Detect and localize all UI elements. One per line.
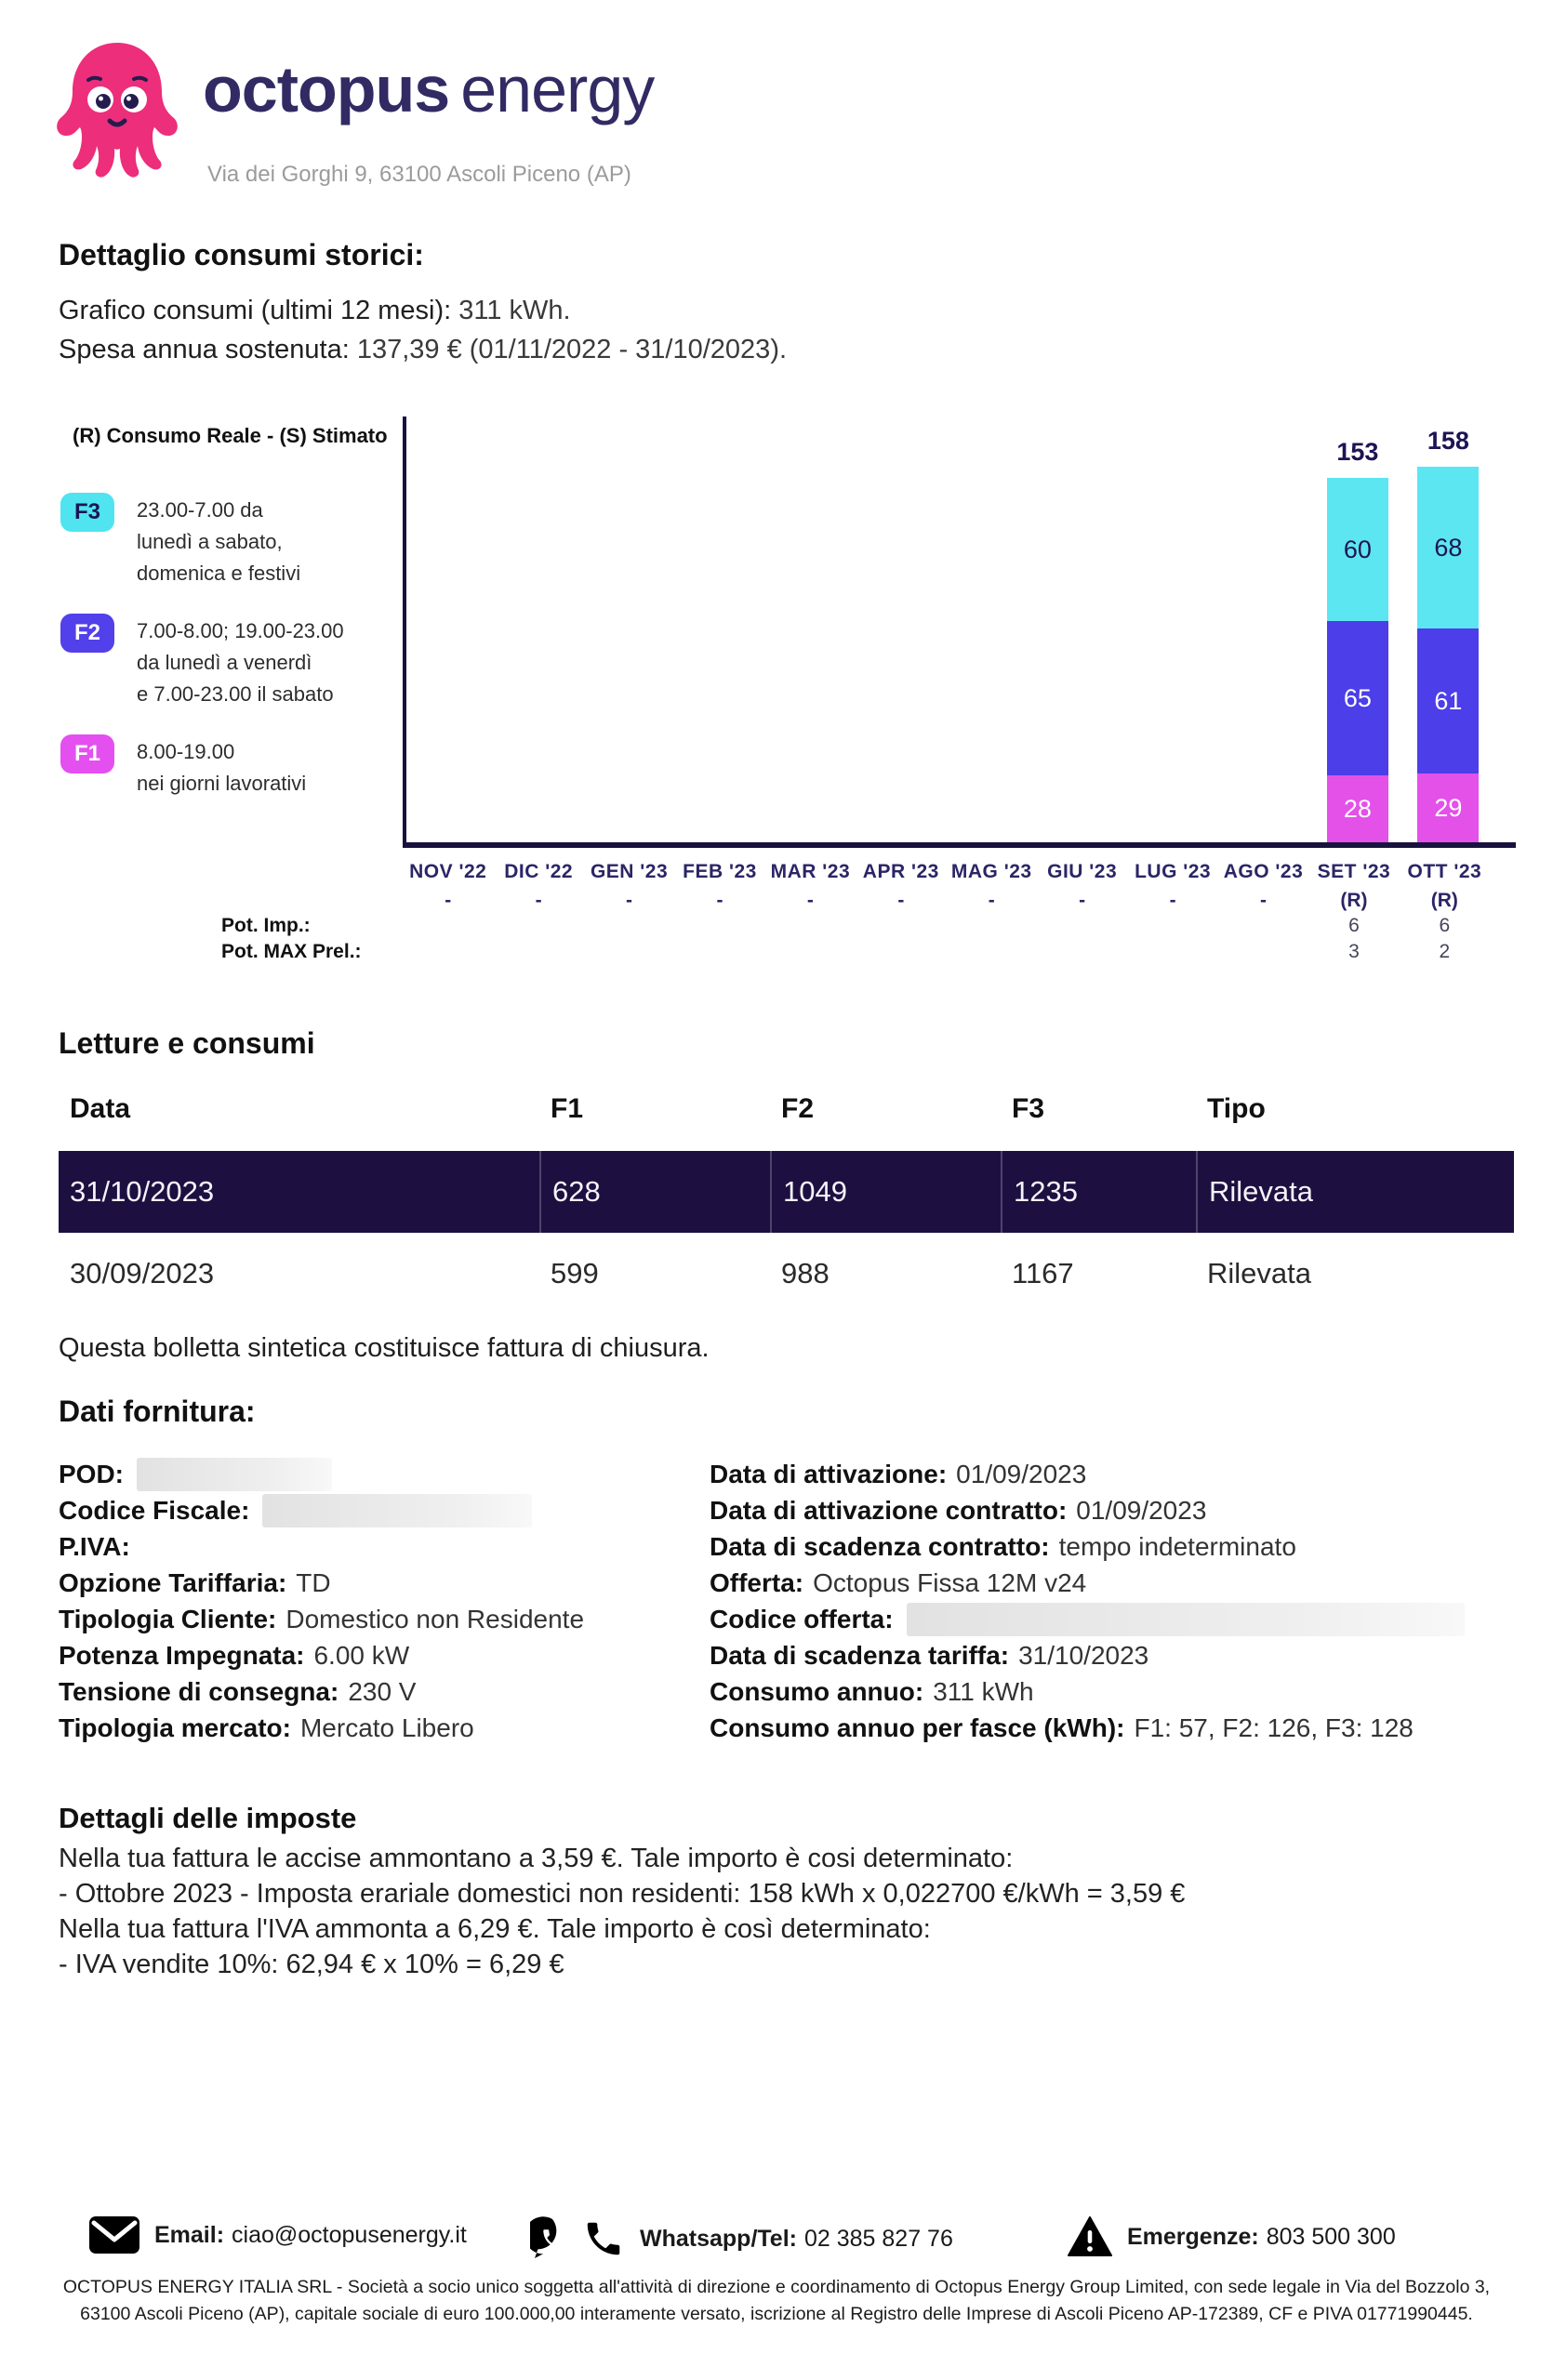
pot-value-cell bbox=[947, 941, 1037, 963]
supply-field-label: Consumo annuo: bbox=[710, 1676, 924, 1706]
bar-segment-F1: 29 bbox=[1417, 774, 1479, 842]
month-label: MAR '23 bbox=[770, 861, 851, 882]
tax-detail-line: - IVA vendite 10%: 62,94 € x 10% = 6,29 € bbox=[59, 1950, 564, 1979]
legend-item-F2 bbox=[60, 614, 344, 710]
redacted-value bbox=[907, 1603, 1465, 1636]
month-sublabel: (R) bbox=[1340, 890, 1368, 911]
supply-field-label: Potenza Impegnata: bbox=[59, 1640, 305, 1670]
pot-max-prel-row-label: Pot. MAX Prel.: bbox=[221, 941, 362, 962]
month-cell bbox=[493, 861, 583, 912]
pot-imp-row-label: Pot. Imp.: bbox=[221, 915, 311, 936]
month-sublabel: - bbox=[897, 890, 905, 911]
legend-description-line: 8.00-19.00 bbox=[137, 740, 235, 763]
legend-badge-F3: F3 bbox=[60, 493, 114, 532]
chart-column bbox=[1403, 427, 1493, 842]
legal-line-1: OCTOPUS ENERGY ITALIA SRL - Società a socio unico soggetta all'attività di direzione e coordinamento di Octopus Energy Group Limited, con sede legale in Via del Bozzolo 3, bbox=[62, 2277, 1491, 2297]
bar-segment-F3: 60 bbox=[1327, 478, 1388, 621]
company-address: Via dei Gorghi 9, 63100 Ascoli Piceno (AP) bbox=[207, 162, 631, 187]
pot-value-cell bbox=[1218, 941, 1308, 963]
month-cell bbox=[1218, 861, 1308, 912]
month-label: OTT '23 bbox=[1407, 861, 1482, 882]
table-cell: 988 bbox=[781, 1257, 830, 1289]
history-consumption-line bbox=[59, 296, 571, 326]
chart-legend bbox=[60, 493, 395, 800]
closure-note: Questa bolletta sintetica costituisce fattura di chiusura. bbox=[59, 1333, 710, 1363]
supply-field-label: Data di attivazione contratto: bbox=[710, 1495, 1068, 1525]
supply-field-value: 01/09/2023 bbox=[1076, 1495, 1207, 1525]
month-label: APR '23 bbox=[862, 861, 939, 882]
pot-value-cell bbox=[674, 941, 764, 963]
pot-value-cell bbox=[403, 915, 493, 937]
supply-field-label: Tipologia Cliente: bbox=[59, 1604, 277, 1633]
chart-column bbox=[1312, 438, 1402, 842]
pot-value-cell bbox=[674, 915, 764, 937]
bar-stack bbox=[1417, 467, 1479, 842]
legend-description-F2 bbox=[137, 615, 344, 710]
history-section-title: Dettaglio consumi storici: bbox=[59, 238, 424, 271]
month-label: GEN '23 bbox=[590, 861, 669, 882]
supply-field bbox=[59, 1492, 700, 1528]
footer-email-group bbox=[89, 2216, 467, 2254]
month-sublabel: - bbox=[716, 890, 723, 911]
supply-field bbox=[710, 1492, 1546, 1528]
pot-value-cell bbox=[584, 941, 674, 963]
supply-field bbox=[710, 1565, 1546, 1601]
supply-field bbox=[710, 1601, 1546, 1637]
month-cell bbox=[584, 861, 674, 912]
phone-icon bbox=[582, 2217, 625, 2260]
supply-field-label: Consumo annuo per fasce (kWh): bbox=[710, 1712, 1125, 1742]
readings-column-header: F3 bbox=[1012, 1093, 1045, 1124]
chart-x-axis-labels bbox=[403, 861, 1490, 912]
readings-section-title: Letture e consumi bbox=[59, 1026, 315, 1060]
supply-field bbox=[59, 1710, 700, 1746]
month-cell bbox=[856, 861, 946, 912]
supply-left-column bbox=[59, 1456, 700, 1746]
supply-field bbox=[59, 1673, 700, 1710]
supply-field-label: Data di scadenza tariffa: bbox=[710, 1640, 1010, 1670]
supply-field bbox=[710, 1637, 1546, 1673]
pot-value-cell bbox=[1127, 941, 1217, 963]
pot-value-cell bbox=[765, 915, 856, 937]
bar-total-label: 153 bbox=[1336, 438, 1379, 466]
history-consumption-value: 311 kWh. bbox=[458, 296, 571, 325]
legal-text bbox=[46, 2274, 1507, 2328]
supply-field bbox=[59, 1565, 700, 1601]
supply-field-label: Tensione di consegna: bbox=[59, 1676, 339, 1706]
month-sublabel: - bbox=[1169, 890, 1176, 911]
footer-whatsapp-group bbox=[530, 2216, 953, 2261]
month-label: GIU '23 bbox=[1047, 861, 1118, 882]
supply-field bbox=[59, 1637, 700, 1673]
legend-item-F1 bbox=[60, 734, 306, 800]
month-sublabel: - bbox=[445, 890, 452, 911]
supply-field bbox=[710, 1456, 1546, 1492]
supply-field-value: TD bbox=[296, 1567, 331, 1597]
supply-field bbox=[710, 1528, 1546, 1565]
pot-value-cell bbox=[403, 941, 493, 963]
month-cell bbox=[1127, 861, 1217, 912]
legend-description-line: 23.00-7.00 da bbox=[137, 498, 263, 522]
supply-field-value: 01/09/2023 bbox=[956, 1459, 1087, 1488]
legend-badge-F1: F1 bbox=[60, 734, 114, 774]
table-cell: 1049 bbox=[770, 1151, 1001, 1233]
pot-value-cell bbox=[1127, 915, 1217, 937]
legal-line-2: 63100 Ascoli Piceno (AP), capitale sociale di euro 100.000,00 interamente versato, iscrizione al Registro delle Imprese di Ascoli Piceno AP-172389, CF e PIVA 01771990445. bbox=[80, 2304, 1473, 2324]
brand-wordmark bbox=[203, 52, 654, 126]
readings-column-header: F1 bbox=[551, 1093, 584, 1124]
pot-value-cell: 2 bbox=[1439, 941, 1451, 962]
warning-triangle-icon bbox=[1068, 2216, 1112, 2257]
legend-description-line: nei giorni lavorativi bbox=[137, 772, 307, 795]
tax-detail-line: Nella tua fattura l'IVA ammonta a 6,29 €. Tale importo è così determinato: bbox=[59, 1914, 931, 1944]
legend-description-line: 7.00-8.00; 19.00-23.00 bbox=[137, 619, 344, 642]
history-consumption-label: Grafico consumi (ultimi 12 mesi): bbox=[59, 296, 452, 325]
table-cell: 599 bbox=[551, 1257, 599, 1289]
supply-field-label: Data di attivazione: bbox=[710, 1459, 948, 1488]
bar-segment-F3: 68 bbox=[1417, 467, 1479, 628]
octopus-logo-icon bbox=[43, 32, 192, 180]
month-label: DIC '22 bbox=[504, 861, 574, 882]
month-sublabel: - bbox=[626, 890, 633, 911]
month-label: NOV '22 bbox=[409, 861, 487, 882]
emergency-label: Emergenze: bbox=[1127, 2223, 1259, 2250]
table-cell: Rilevata bbox=[1196, 1151, 1514, 1233]
supply-field-label: Data di scadenza contratto: bbox=[710, 1531, 1050, 1561]
supply-field-value: 311 kWh bbox=[933, 1676, 1034, 1706]
tax-detail-line: - Ottobre 2023 - Imposta erariale domestici non residenti: 158 kWh x 0,022700 €/kWh = 3,59 € bbox=[59, 1879, 1186, 1909]
pot-value-cell bbox=[1037, 915, 1127, 937]
tax-detail-line: Nella tua fattura le accise ammontano a 3,59 €. Tale importo è cosi determinato: bbox=[59, 1844, 1014, 1873]
supply-field-label: P.IVA: bbox=[59, 1531, 130, 1561]
month-label: FEB '23 bbox=[683, 861, 757, 882]
supply-field-value: Octopus Fissa 12M v24 bbox=[813, 1567, 1087, 1597]
legend-description-line: da lunedì a venerdì bbox=[137, 651, 312, 674]
email-value: ciao@octopusenergy.it bbox=[232, 2221, 467, 2248]
pot-value-cell bbox=[856, 915, 946, 937]
whatsapp-label: Whatsapp/Tel: bbox=[640, 2225, 797, 2252]
bar-segment-F2: 61 bbox=[1417, 628, 1479, 774]
pot-imp-values bbox=[403, 915, 1490, 937]
table-cell: 1167 bbox=[1012, 1257, 1074, 1289]
bar-stack bbox=[1327, 478, 1388, 842]
supply-field bbox=[710, 1673, 1546, 1710]
month-sublabel: - bbox=[806, 890, 814, 911]
table-row bbox=[59, 1233, 1514, 1315]
readings-table bbox=[59, 1151, 1514, 1315]
supply-field-label: Tipologia mercato: bbox=[59, 1712, 291, 1742]
month-cell bbox=[1400, 861, 1490, 912]
pot-value-cell bbox=[493, 915, 583, 937]
month-cell bbox=[674, 861, 764, 912]
chart-legend-title: (R) Consumo Reale - (S) Stimato bbox=[73, 424, 388, 447]
month-cell bbox=[1037, 861, 1127, 912]
chart-bars bbox=[406, 416, 1493, 842]
month-cell bbox=[947, 861, 1037, 912]
supply-field-value: 6.00 kW bbox=[313, 1640, 410, 1670]
history-spend-line bbox=[59, 335, 787, 365]
month-sublabel: - bbox=[1260, 890, 1267, 911]
table-cell: Rilevata bbox=[1207, 1257, 1311, 1289]
pot-value-cell bbox=[856, 941, 946, 963]
supply-field-value: 31/10/2023 bbox=[1018, 1640, 1149, 1670]
readings-column-header: F2 bbox=[781, 1093, 815, 1124]
supply-field-value: Domestico non Residente bbox=[285, 1604, 585, 1633]
supply-field-value: Mercato Libero bbox=[299, 1712, 474, 1742]
bar-total-label: 158 bbox=[1427, 427, 1469, 455]
pot-value-cell: 6 bbox=[1439, 915, 1451, 936]
supply-field bbox=[59, 1601, 700, 1637]
footer-emergency-group bbox=[1068, 2216, 1396, 2257]
supply-field bbox=[59, 1528, 700, 1565]
emergency-value: 803 500 300 bbox=[1266, 2223, 1396, 2250]
history-spend-value: 137,39 € (01/11/2022 - 31/10/2023). bbox=[356, 335, 788, 364]
month-label: AGO '23 bbox=[1223, 861, 1304, 882]
pot-value-cell bbox=[493, 941, 583, 963]
month-label: MAG '23 bbox=[950, 861, 1032, 882]
legend-badge-F2: F2 bbox=[60, 614, 114, 653]
month-sublabel: - bbox=[1079, 890, 1086, 911]
pot-value-cell bbox=[1218, 915, 1308, 937]
pot-value-cell: 6 bbox=[1348, 915, 1360, 936]
legend-description-F3 bbox=[137, 495, 300, 589]
redacted-value bbox=[262, 1494, 532, 1527]
pot-value-cell bbox=[765, 941, 856, 963]
consumption-chart-plot bbox=[403, 416, 1516, 848]
legend-description-line: e 7.00-23.00 il sabato bbox=[137, 682, 334, 706]
pot-value-cell: 3 bbox=[1348, 941, 1360, 962]
month-label: LUG '23 bbox=[1135, 861, 1212, 882]
brand-octopus: octopus bbox=[203, 53, 450, 126]
legend-description-line: lunedì a sabato, bbox=[137, 530, 283, 553]
legend-description-F1 bbox=[137, 736, 306, 800]
history-spend-label: Spesa annua sostenuta: bbox=[59, 335, 350, 364]
supply-field-label: Offerta: bbox=[710, 1567, 804, 1597]
supply-field-value: 230 V bbox=[348, 1676, 417, 1706]
month-sublabel: (R) bbox=[1430, 890, 1458, 911]
readings-column-header: Data bbox=[70, 1093, 131, 1124]
whatsapp-icon bbox=[530, 2216, 575, 2261]
table-cell: 30/09/2023 bbox=[70, 1257, 215, 1289]
bar-segment-F2: 65 bbox=[1327, 621, 1388, 775]
pot-value-cell bbox=[947, 915, 1037, 937]
legend-description-line: domenica e festivi bbox=[137, 562, 301, 585]
pot-max-prel-values bbox=[403, 941, 1490, 963]
email-icon bbox=[89, 2216, 139, 2254]
legend-item-F3 bbox=[60, 493, 300, 589]
taxes-section-title: Dettagli delle imposte bbox=[59, 1802, 357, 1834]
readings-column-header: Tipo bbox=[1207, 1093, 1266, 1124]
table-cell: 31/10/2023 bbox=[70, 1175, 215, 1208]
readings-table-header bbox=[59, 1093, 1514, 1125]
supply-field-label: Codice Fiscale: bbox=[59, 1495, 250, 1525]
supply-field-label: Codice offerta: bbox=[710, 1604, 894, 1633]
supply-field-label: Opzione Tariffaria: bbox=[59, 1567, 287, 1597]
whatsapp-value: 02 385 827 76 bbox=[803, 2225, 953, 2252]
table-row bbox=[59, 1151, 1514, 1233]
email-label: Email: bbox=[154, 2221, 225, 2248]
supply-field-label: POD: bbox=[59, 1459, 124, 1488]
month-cell bbox=[403, 861, 493, 912]
brand-energy: energy bbox=[460, 53, 655, 126]
table-cell: 628 bbox=[539, 1151, 770, 1233]
table-cell: 1235 bbox=[1001, 1151, 1196, 1233]
supply-field-value: tempo indeterminato bbox=[1058, 1531, 1296, 1561]
taxes-detail-lines bbox=[59, 1841, 1185, 1982]
supply-field bbox=[710, 1710, 1546, 1746]
month-sublabel: - bbox=[535, 890, 542, 911]
supply-field bbox=[59, 1456, 700, 1492]
supply-field-value: F1: 57, F2: 126, F3: 128 bbox=[1134, 1712, 1414, 1742]
month-cell bbox=[765, 861, 856, 912]
month-cell bbox=[1308, 861, 1399, 912]
month-label: SET '23 bbox=[1317, 861, 1391, 882]
pot-value-cell bbox=[584, 915, 674, 937]
bar-segment-F1: 28 bbox=[1327, 775, 1388, 842]
pot-value-cell bbox=[1037, 941, 1127, 963]
month-sublabel: - bbox=[988, 890, 995, 911]
supply-right-column bbox=[710, 1456, 1546, 1746]
redacted-value bbox=[137, 1458, 332, 1491]
supply-section-title: Dati fornitura: bbox=[59, 1395, 256, 1428]
